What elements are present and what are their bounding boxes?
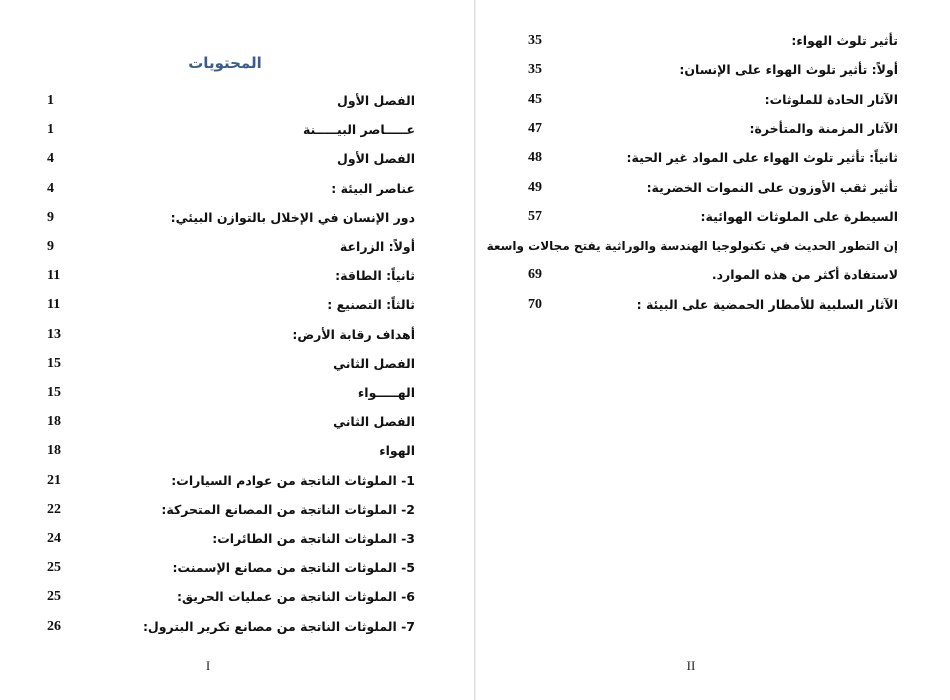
- toc-page-number: 26: [47, 618, 61, 634]
- toc-page-number: 47: [528, 120, 542, 136]
- toc-page-number: 18: [47, 414, 61, 430]
- toc-page-number: 22: [47, 501, 61, 517]
- toc-entry: [0, 586, 474, 608]
- toc-entry-text: السيطرة على الملوثات الهوائية:: [700, 208, 898, 224]
- toc-entry-text: لاستفادة أكثر من هذه الموارد.: [711, 267, 898, 283]
- toc-entry: [476, 147, 950, 169]
- toc-page-number: 18: [47, 443, 61, 459]
- toc-entry: [0, 178, 474, 200]
- toc-page-number: 24: [47, 531, 61, 546]
- toc-entry-text: الفصل الثاني: [333, 355, 415, 371]
- toc-entry-text: أولاً: تأثير تلوث الهواء على الإنسان:: [679, 62, 898, 78]
- toc-page-number: 70: [528, 296, 542, 312]
- toc-entry: [0, 382, 474, 404]
- toc-entry-text: تأثير ثقب الأوزون على النموات الخضرية:: [646, 179, 898, 195]
- toc-page-number: 35: [528, 33, 542, 48]
- toc-entry: [476, 206, 950, 228]
- toc-entry: [0, 616, 474, 638]
- toc-entry-text: الفصل الثاني: [333, 414, 415, 430]
- toc-entry-text: ثانياً: الطاقة:: [335, 268, 415, 284]
- toc-page-number: 4: [47, 151, 54, 167]
- toc-page-number: 57: [528, 208, 542, 224]
- toc-entry-text: ثانياً: تأثير تلوث الهواء على المواد غير الحية:: [626, 150, 898, 166]
- toc-page-number: 11: [47, 268, 61, 284]
- toc-entry-text: الآثار السلبية للأمطار الحمضية على البيئة :: [636, 296, 898, 312]
- toc-entry-text: ثالثاً: التصنيع :: [327, 297, 415, 313]
- toc-page-number: 48: [528, 150, 542, 166]
- toc-entry: [476, 59, 950, 81]
- toc-page-number: 49: [528, 179, 542, 195]
- toc-entry-text: الهـــــواء: [357, 385, 415, 400]
- toc-entry: [0, 294, 474, 316]
- toc-entry-text: 7- الملوثات الناتجة من مصانع تكرير البترول:: [142, 618, 415, 634]
- toc-entry: [476, 118, 950, 140]
- toc-entry: [476, 30, 950, 52]
- page-title: المحتويات: [188, 54, 262, 72]
- toc-entry: [0, 148, 474, 170]
- page-folio: II: [686, 658, 696, 673]
- toc-entry: [0, 90, 474, 112]
- toc-page-number: 25: [47, 560, 61, 576]
- toc-entry: [0, 207, 474, 229]
- toc-page-number: 1: [47, 93, 54, 108]
- toc-entry-text: 2- الملوثات الناتجة من المصانع المتحركة:: [161, 501, 415, 517]
- toc-entry: [476, 294, 950, 316]
- toc-list-right: [476, 0, 950, 700]
- toc-page-number: 1: [47, 122, 54, 138]
- toc-entry-text: 6- الملوثات الناتجة من عمليات الحريق:: [176, 589, 415, 605]
- toc-entry: [0, 119, 474, 141]
- toc-entry: [0, 440, 474, 462]
- toc-page-number: 9: [47, 239, 54, 254]
- toc-page-number: 4: [47, 180, 54, 196]
- toc-entry: [0, 265, 474, 287]
- toc-entry: [0, 557, 474, 579]
- toc-entry: [476, 235, 950, 257]
- toc-entry-text: الآثار الحادة للملوثات:: [764, 91, 898, 107]
- toc-entry: [0, 470, 474, 492]
- toc-entry-text: الفصل الأول: [336, 151, 415, 167]
- toc-list-left: [0, 0, 474, 700]
- toc-entry-text: تأثير تلوث الهواء:: [791, 33, 898, 48]
- toc-entry: [476, 89, 950, 111]
- toc-page-number: 9: [47, 209, 54, 225]
- toc-entry: [476, 177, 950, 199]
- toc-entry-text: 5- الملوثات الناتجة من مصانع الإسمنت:: [172, 560, 415, 576]
- toc-entry-text: دور الإنسان في الإخلال بالتوازن البيئي:: [170, 209, 415, 225]
- toc-page-number: 21: [47, 472, 61, 488]
- toc-entry-text: 1- الملوثات الناتجة من عوادم السيارات:: [171, 472, 415, 488]
- right-page: [476, 0, 950, 700]
- toc-entry-text: الهواء: [379, 443, 415, 459]
- toc-entry-text: أهداف رقابة الأرض:: [292, 326, 415, 342]
- toc-page-number: 15: [47, 355, 61, 371]
- toc-page-number: 11: [47, 297, 61, 313]
- toc-page-number: 69: [528, 267, 542, 283]
- toc-entry: [0, 236, 474, 258]
- toc-entry-text: إن التطور الحديث في تكنولوجيا الهندسة والوراثية يفتح مجالات واسعة: [486, 239, 898, 254]
- page-folio: I: [205, 658, 211, 673]
- toc-entry: [476, 264, 950, 286]
- toc-page-number: 15: [47, 385, 61, 400]
- toc-page-number: 13: [47, 326, 61, 342]
- toc-page-number: 45: [528, 91, 542, 107]
- toc-page-number: 25: [47, 589, 61, 605]
- toc-entry: [0, 353, 474, 375]
- toc-entry: [0, 324, 474, 346]
- toc-entry-text: عـــــاصر البيـــــنة: [302, 122, 415, 138]
- toc-entry-text: الفصل الأول: [336, 93, 415, 108]
- toc-page-number: 35: [528, 62, 542, 78]
- toc-entry-text: 3- الملوثات الناتجة من الطائرات:: [212, 531, 415, 546]
- toc-entry: [0, 528, 474, 550]
- toc-entry: [0, 411, 474, 433]
- toc-entry-text: الآثار المزمنة والمتأخرة:: [749, 120, 898, 136]
- left-page: [0, 0, 474, 700]
- toc-entry-text: عناصر البيئة :: [331, 180, 415, 196]
- toc-entry-text: أولاً: الزراعة: [339, 239, 415, 254]
- toc-entry: [0, 499, 474, 521]
